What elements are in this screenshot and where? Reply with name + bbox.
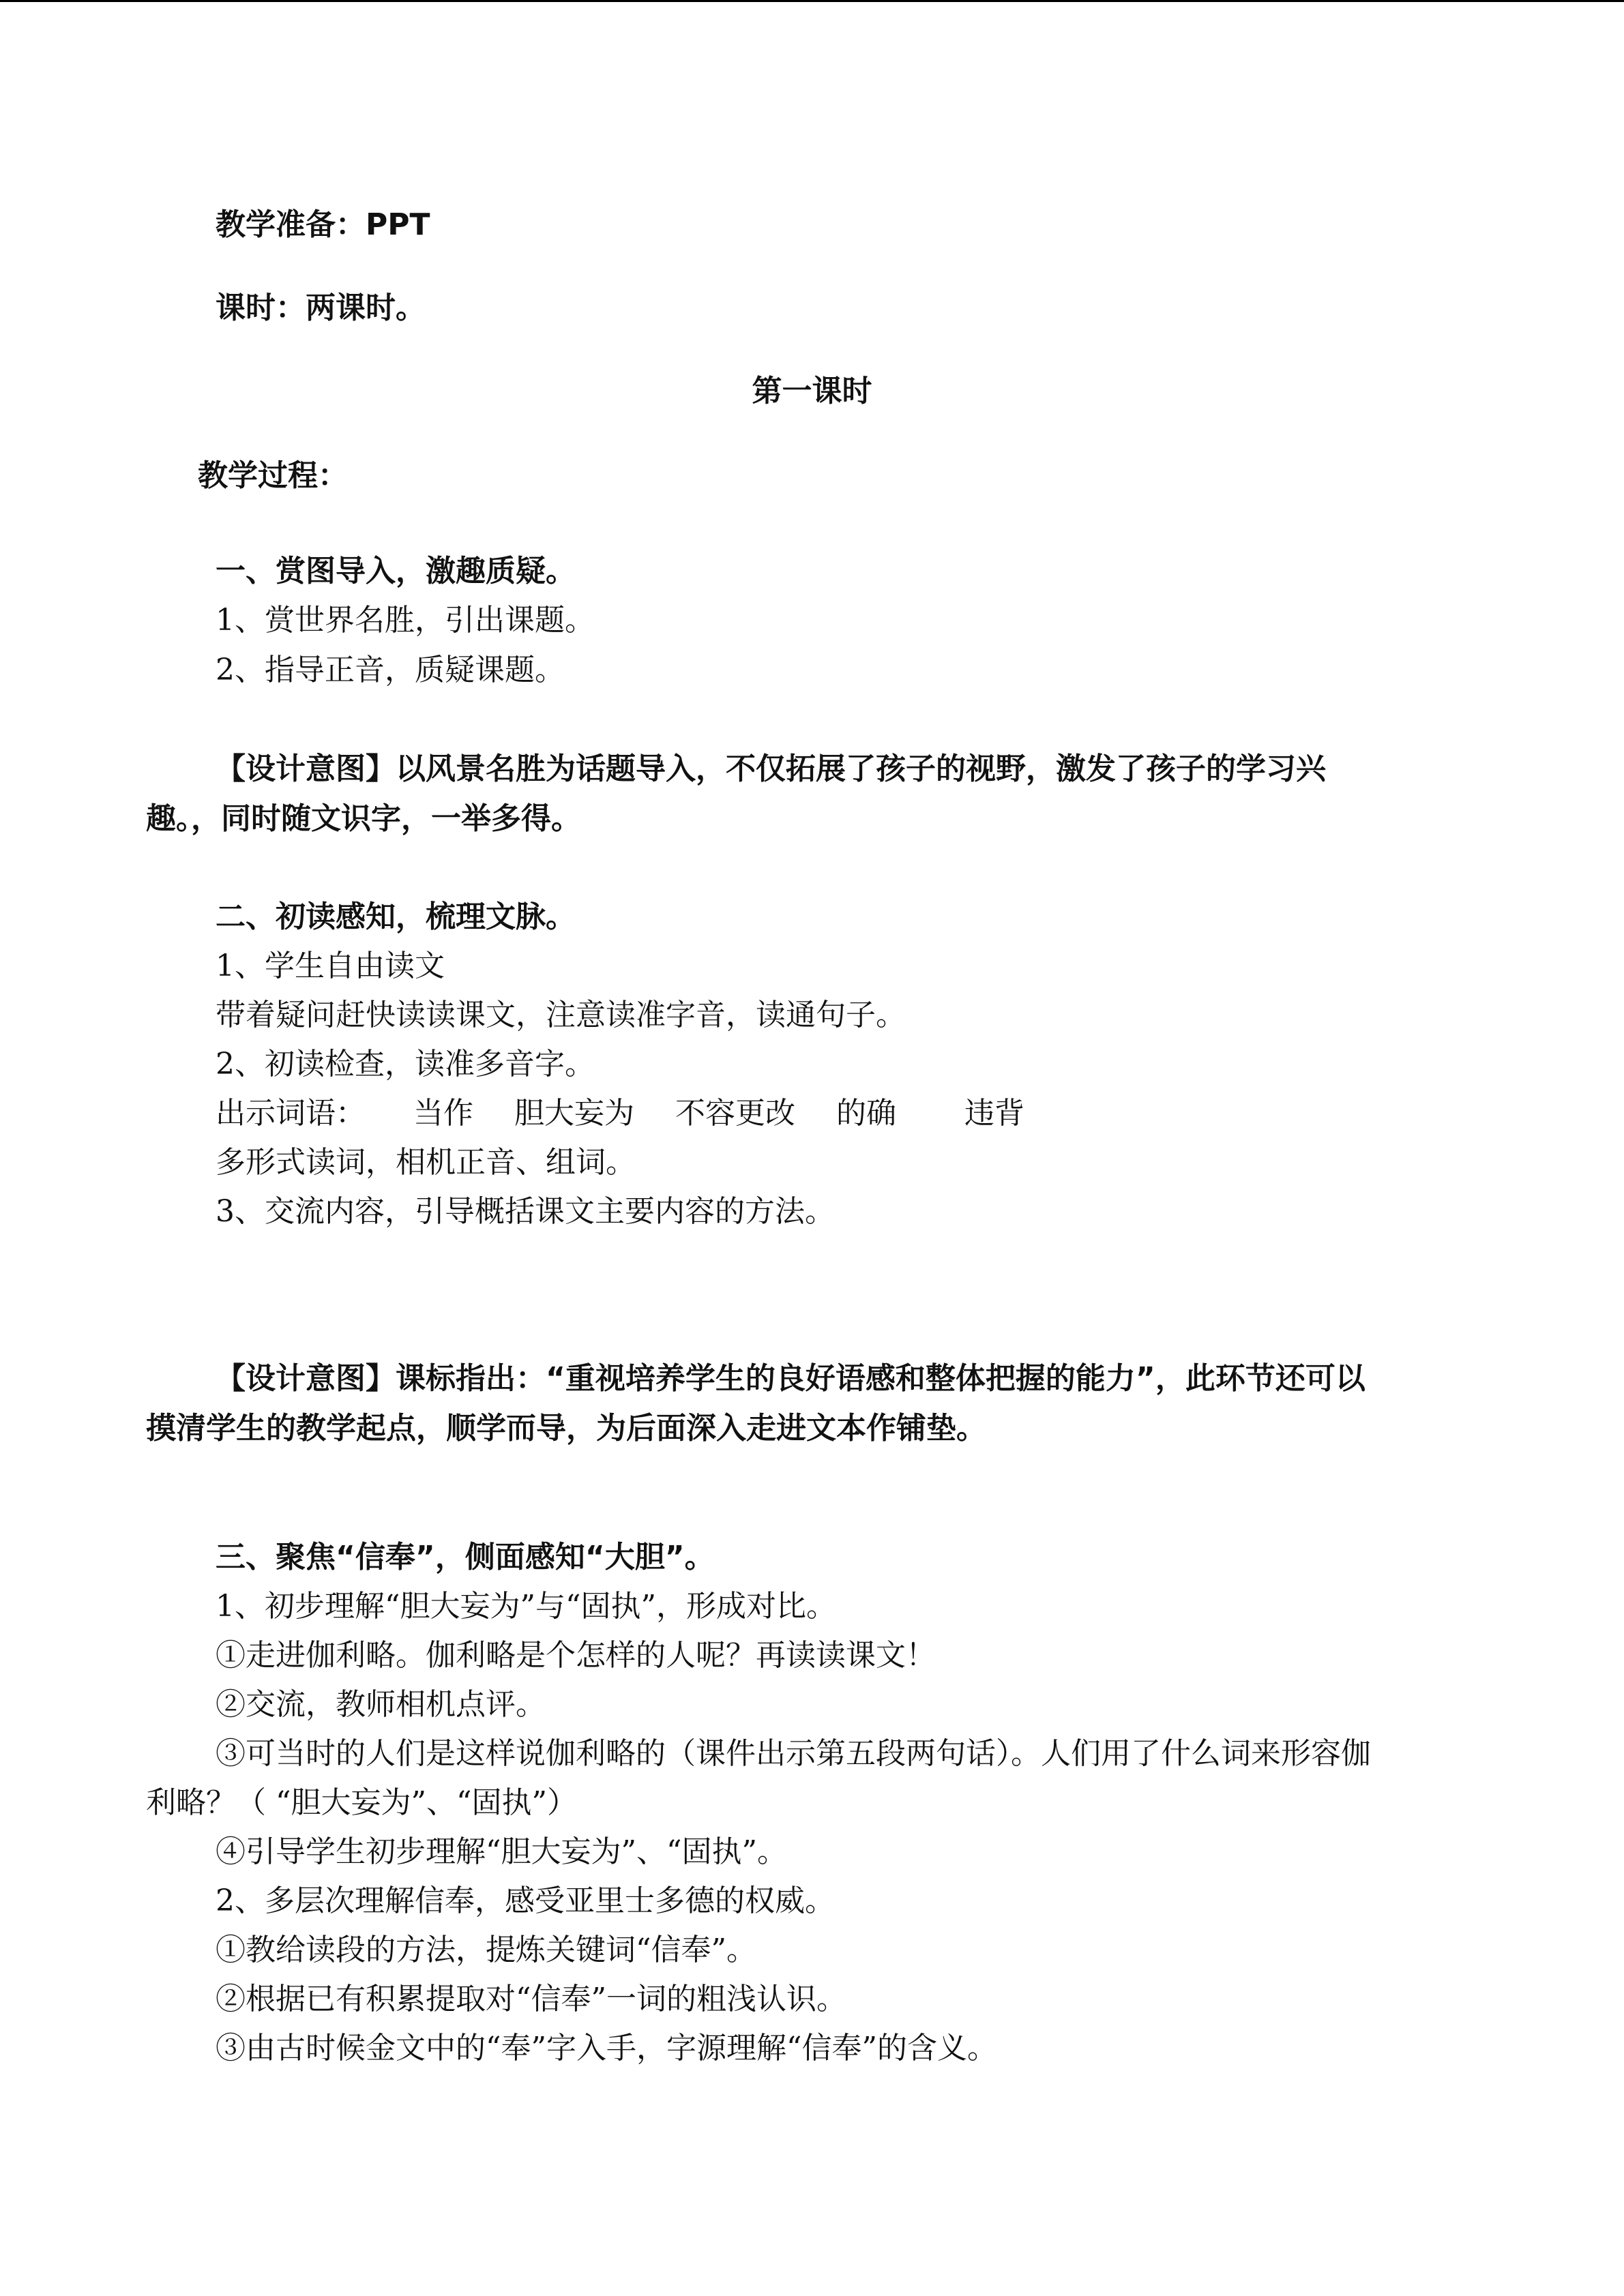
section-2-item-1: 1、学生自由读文 xyxy=(216,949,445,983)
process-label: 教学过程： xyxy=(198,458,348,493)
section-3-heading: 三、聚焦“信奉”，侧面感知“大胆”。 xyxy=(216,1540,715,1575)
section-2-design-intent-line-1: 【设计意图】课标指出：“重视培养学生的良好语感和整体把握的能力”，此环节还可以 xyxy=(216,1361,1365,1396)
section-1-item-1: 1、赏世界名胜，引出课题。 xyxy=(216,603,595,638)
section-2-item-2: 2、初读检查，读准多音字。 xyxy=(216,1047,595,1082)
section-3-line: ④引导学生初步理解“胆大妄为”、“固执”。 xyxy=(216,1834,787,1869)
section-2-heading: 二、初读感知，梳理文脉。 xyxy=(216,899,576,934)
word-item: 胆大妄为 xyxy=(514,1096,634,1131)
teaching-preparation: 教学准备：PPT xyxy=(216,207,430,242)
section-3-line: 1、初步理解“胆大妄为”与“固执”，形成对比。 xyxy=(216,1589,836,1624)
section-1-design-intent-line-2: 趣。，同时随文识字，一举多得。 xyxy=(146,801,581,836)
section-3-line: ②交流，教师相机点评。 xyxy=(216,1687,546,1722)
section-3-line: ③由古时候金文中的“奉”字入手，字源理解“信奉”的含义。 xyxy=(216,2031,997,2066)
section-3-line: 2、多层次理解信奉，感受亚里士多德的权威。 xyxy=(216,1883,835,1918)
section-3-line: ①走进伽利略。伽利略是个怎样的人呢？再读读课文！ xyxy=(216,1638,936,1673)
section-1-heading: 一、赏图导入，激趣质疑。 xyxy=(216,554,576,588)
word-item: 不容更改 xyxy=(675,1096,795,1131)
section-2-design-intent-line-2: 摸清学生的教学起点，顺学而导，为后面深入走进文本作铺垫。 xyxy=(146,1411,986,1446)
word-item: 当作 xyxy=(413,1096,473,1131)
word-item: 的确 xyxy=(836,1096,896,1131)
section-3-line: ①教给读段的方法，提炼关键词“信奉”。 xyxy=(216,1933,756,1967)
section-2-words-row xyxy=(216,1094,1065,1133)
section-2-item-2-detail: 多形式读词，相机正音、组词。 xyxy=(216,1145,636,1180)
words-label: 出示词语： xyxy=(216,1096,366,1131)
section-3-line: 利略？（ “胆大妄为”、“固执”） xyxy=(146,1785,577,1820)
section-2-item-3: 3、交流内容，引导概括课文主要内容的方法。 xyxy=(216,1194,835,1229)
lesson-title: 第一课时 xyxy=(752,374,872,408)
section-3-line: ②根据已有积累提取对“信奉”一词的粗浅认识。 xyxy=(216,1982,846,2016)
section-3-line: ③可当时的人们是这样说伽利略的（课件出示第五段两句话）。人们用了什么词来形容伽 xyxy=(216,1736,1371,1771)
class-hours: 课时：两课时。 xyxy=(216,290,426,325)
word-item: 违背 xyxy=(964,1096,1024,1131)
section-2-item-1-detail: 带着疑问赶快读读课文，注意读准字音，读通句子。 xyxy=(216,998,906,1032)
words-list xyxy=(413,1094,1065,1133)
section-1-item-2: 2、指导正音，质疑课题。 xyxy=(216,653,565,687)
section-1-design-intent-line-1: 【设计意图】以风景名胜为话题导入，不仅拓展了孩子的视野，激发了孩子的学习兴 xyxy=(216,751,1326,786)
